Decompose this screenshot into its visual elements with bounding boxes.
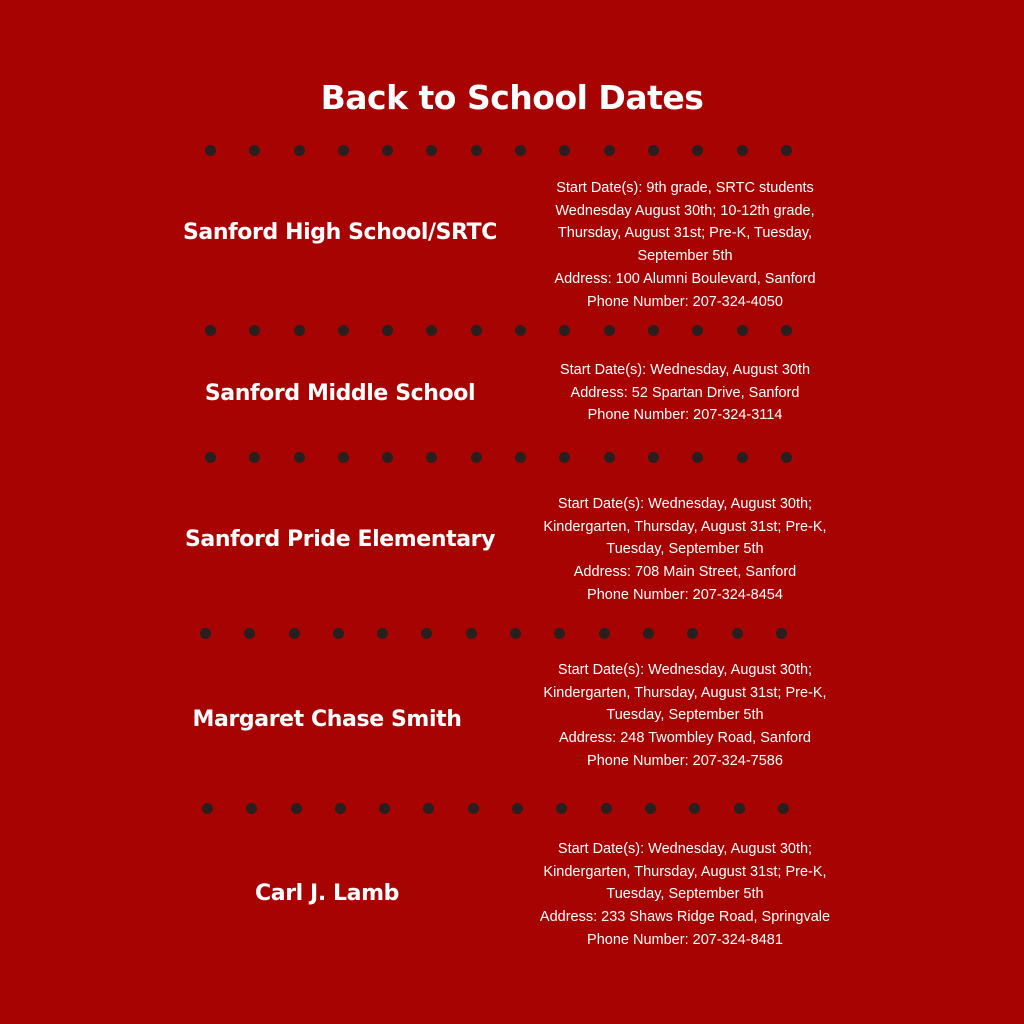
phone-number: Phone Number: 207-324-8454 (587, 586, 783, 603)
divider-dot (205, 145, 216, 156)
school-details (530, 493, 840, 607)
divider-dot (645, 803, 656, 814)
dot-divider (200, 627, 787, 639)
phone-number: Phone Number: 207-324-7586 (587, 752, 783, 769)
divider-dot (421, 628, 432, 639)
school-name: Sanford High School/SRTC (182, 220, 498, 245)
divider-dot (291, 803, 302, 814)
address: Address: 248 Twombley Road, Sanford (558, 730, 811, 747)
dot-divider (205, 144, 792, 156)
divider-dot (471, 452, 482, 463)
divider-dot (515, 145, 526, 156)
divider-dot (335, 803, 346, 814)
start-dates: Start Date(s): Wednesday, August 30th; Kindergarten, Thursday, August 31st; Pre-K, Tuesday, September 5th (543, 662, 827, 724)
divider-dot (781, 145, 792, 156)
divider-dot (333, 628, 344, 639)
divider-dot (559, 325, 570, 336)
divider-dot (515, 325, 526, 336)
divider-dot (338, 325, 349, 336)
divider-dot (471, 145, 482, 156)
divider-dot (244, 628, 255, 639)
divider-dot (205, 452, 216, 463)
divider-dot (246, 803, 257, 814)
start-dates: Start Date(s): Wednesday, August 30th (559, 362, 811, 378)
dot-divider (202, 802, 789, 814)
divider-dot (202, 803, 213, 814)
divider-dot (382, 325, 393, 336)
divider-dot (338, 452, 349, 463)
divider-dot (601, 803, 612, 814)
phone-number: Phone Number: 207-324-8481 (587, 931, 783, 948)
divider-dot (776, 628, 787, 639)
divider-dot (737, 325, 748, 336)
divider-dot (294, 325, 305, 336)
school-details (530, 359, 840, 427)
divider-dot (604, 452, 615, 463)
divider-dot (338, 145, 349, 156)
divider-dot (289, 628, 300, 639)
divider-dot (515, 452, 526, 463)
divider-dot (512, 803, 523, 814)
divider-dot (556, 803, 567, 814)
divider-dot (426, 452, 437, 463)
school-name: Carl J. Lamb (255, 881, 399, 906)
divider-dot (200, 628, 211, 639)
divider-dot (648, 452, 659, 463)
address: Address: 233 Shaws Ridge Road, Springvale (539, 909, 831, 926)
start-dates: Start Date(s): 9th grade, SRTC students Wednesday August 30th; 10-12th grade, Thursday, August 31st; Pre-K, Tuesday, September 5th (555, 180, 815, 265)
phone-number: Phone Number: 207-324-4050 (587, 293, 783, 310)
divider-dot (249, 325, 260, 336)
divider-dot (734, 803, 745, 814)
divider-dot (294, 452, 305, 463)
divider-dot (294, 145, 305, 156)
divider-dot (692, 452, 703, 463)
divider-dot (687, 628, 698, 639)
address: Address: 708 Main Street, Sanford (573, 564, 797, 581)
divider-dot (604, 145, 615, 156)
divider-dot (379, 803, 390, 814)
divider-dot (382, 452, 393, 463)
divider-dot (737, 145, 748, 156)
divider-dot (781, 325, 792, 336)
divider-dot (468, 803, 479, 814)
dot-divider (205, 324, 792, 336)
divider-dot (643, 628, 654, 639)
divider-dot (599, 628, 610, 639)
divider-dot (205, 325, 216, 336)
divider-dot (604, 325, 615, 336)
dot-divider (205, 451, 792, 463)
divider-dot (423, 803, 434, 814)
page-title: Back to School Dates (320, 78, 704, 117)
divider-dot (781, 452, 792, 463)
divider-dot (689, 803, 700, 814)
address: Address: 52 Spartan Drive, Sanford (570, 384, 800, 401)
divider-dot (377, 628, 388, 639)
divider-dot (466, 628, 477, 639)
address: Address: 100 Alumni Boulevard, Sanford (554, 270, 816, 287)
school-details (530, 838, 840, 952)
school-name: Sanford Pride Elementary (184, 527, 496, 552)
divider-dot (648, 145, 659, 156)
divider-dot (732, 628, 743, 639)
divider-dot (559, 145, 570, 156)
divider-dot (692, 145, 703, 156)
school-name: Sanford Middle School (204, 381, 476, 406)
divider-dot (382, 145, 393, 156)
divider-dot (426, 325, 437, 336)
divider-dot (559, 452, 570, 463)
divider-dot (426, 145, 437, 156)
divider-dot (249, 452, 260, 463)
divider-dot (249, 145, 260, 156)
divider-dot (692, 325, 703, 336)
start-dates: Start Date(s): Wednesday, August 30th; Kindergarten, Thursday, August 31st; Pre-K, Tuesday, September 5th (543, 496, 827, 558)
divider-dot (510, 628, 521, 639)
divider-dot (778, 803, 789, 814)
school-details (530, 177, 840, 313)
start-dates: Start Date(s): Wednesday, August 30th; Kindergarten, Thursday, August 31st; Pre-K, Tuesday, September 5th (543, 841, 827, 903)
phone-number: Phone Number: 207-324-3114 (587, 407, 783, 424)
school-details (530, 659, 840, 773)
divider-dot (554, 628, 565, 639)
divider-dot (648, 325, 659, 336)
divider-dot (471, 325, 482, 336)
school-name: Margaret Chase Smith (192, 707, 462, 732)
divider-dot (737, 452, 748, 463)
